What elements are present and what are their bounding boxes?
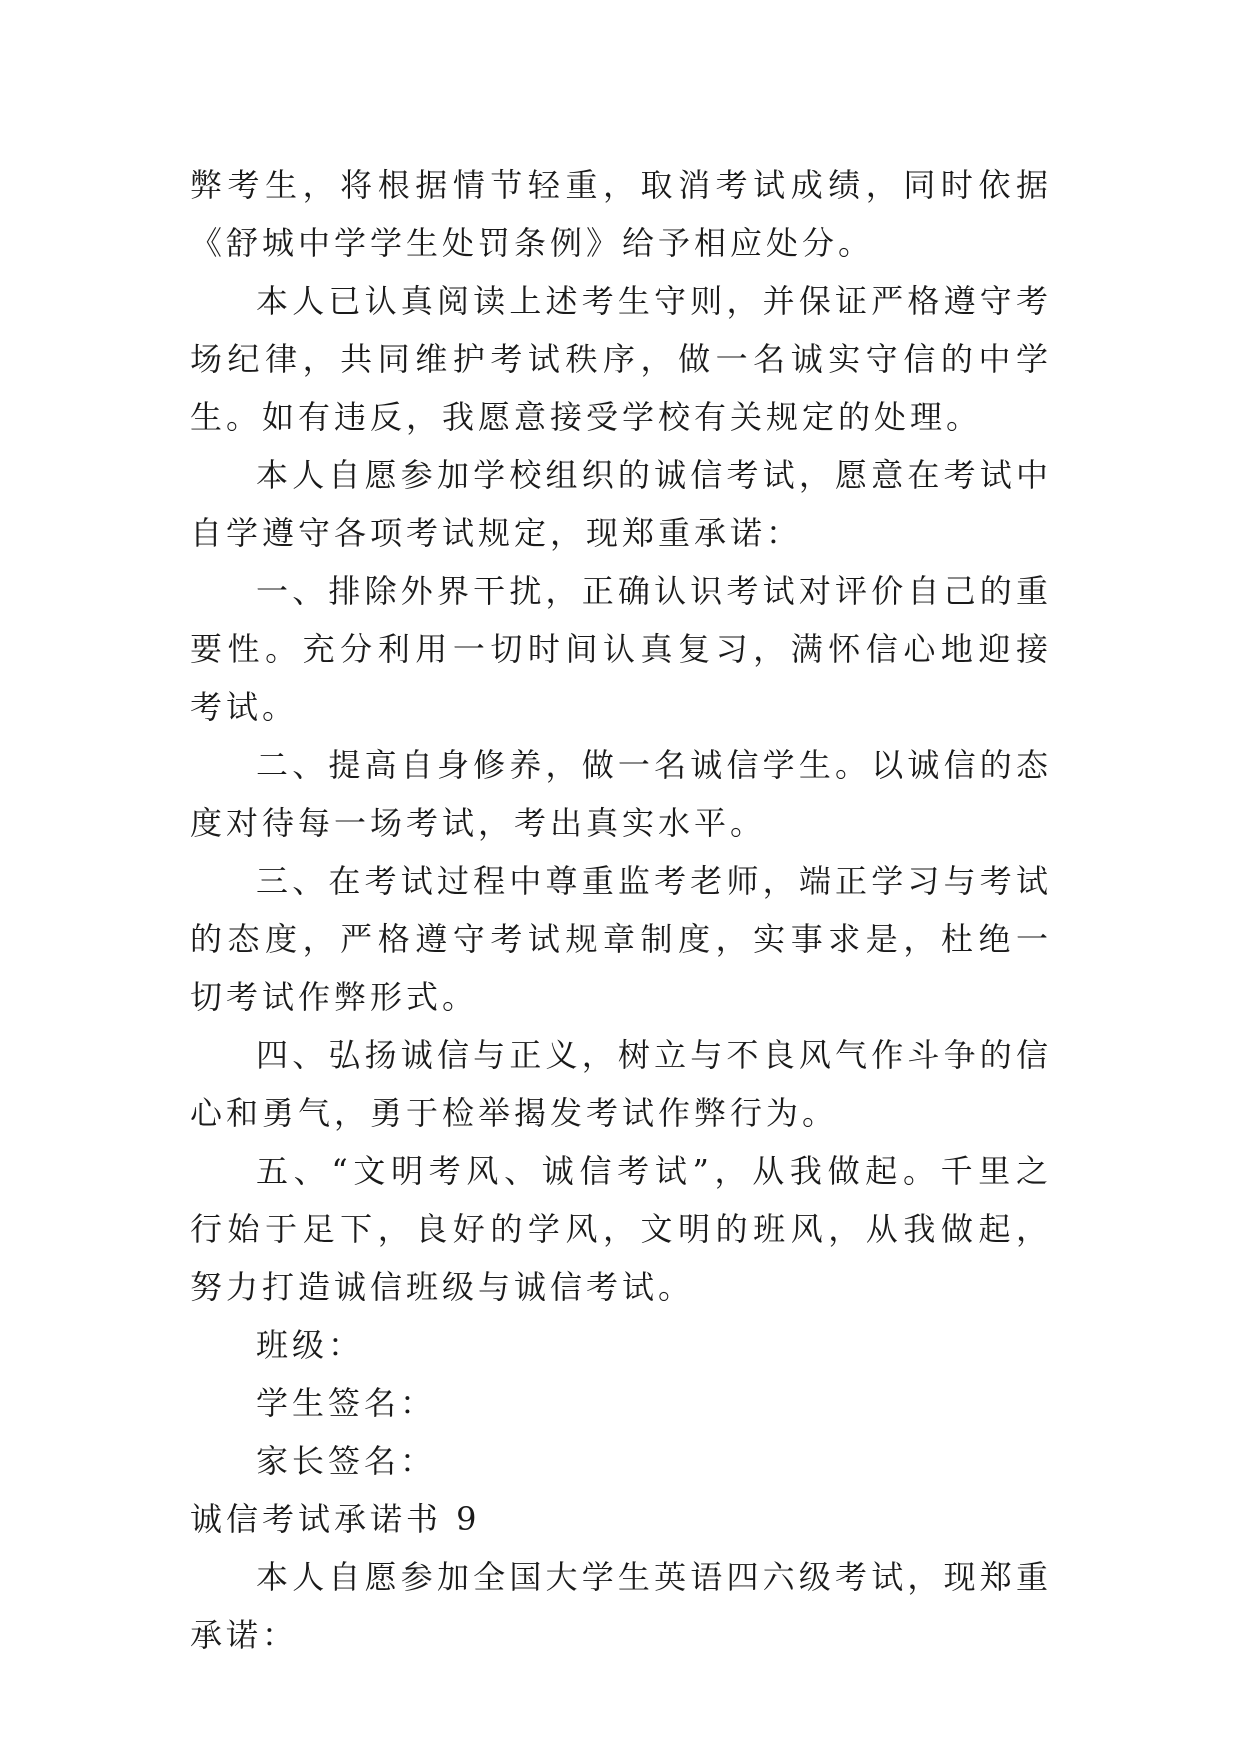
pledge-item-4: 四、弘扬诚信与正义，树立与不良风气作斗争的信心和勇气，勇于检举揭发考试作弊行为。 [190, 1036, 1052, 1132]
student-signature-label: 学生签名： [256, 1384, 437, 1422]
parent-signature-label: 家长签名： [256, 1442, 437, 1480]
pledge-item-2: 二、提高自身修养，做一名诚信学生。以诚信的态度对待每一场考试，考出真实水平。 [190, 746, 1052, 842]
section-heading: 诚信考试承诺书 9 [190, 1500, 481, 1538]
paragraph-pledge-intro: 本人自愿参加学校组织的诚信考试，愿意在考试中自学遵守各项考试规定，现郑重承诺： [190, 456, 1052, 552]
paragraph-continuation: 弊考生，将根据情节轻重，取消考试成绩，同时依据《舒城中学学生处罚条例》给予相应处分。 [190, 166, 1052, 262]
section-first-paragraph: 本人自愿参加全国大学生英语四六级考试，现郑重承诺： [190, 1558, 1052, 1654]
document-body [190, 156, 1052, 1664]
class-label: 班级： [256, 1326, 365, 1364]
pledge-item-1: 一、排除外界干扰，正确认识考试对评价自己的重要性。充分利用一切时间认真复习，满怀信心地迎接考试。 [190, 572, 1052, 726]
pledge-item-3: 三、在考试过程中尊重监考老师，端正学习与考试的态度，严格遵守考试规章制度，实事求是，杜绝一切考试作弊形式。 [190, 862, 1052, 1016]
paragraph-pledge-compliance: 本人已认真阅读上述考生守则，并保证严格遵守考场纪律，共同维护考试秩序，做一名诚实守信的中学生。如有违反，我愿意接受学校有关规定的处理。 [190, 282, 1052, 436]
pledge-item-5: 五、“文明考风、诚信考试”，从我做起。千里之行始于足下，良好的学风，文明的班风，从我做起，努力打造诚信班级与诚信考试。 [190, 1152, 1052, 1306]
